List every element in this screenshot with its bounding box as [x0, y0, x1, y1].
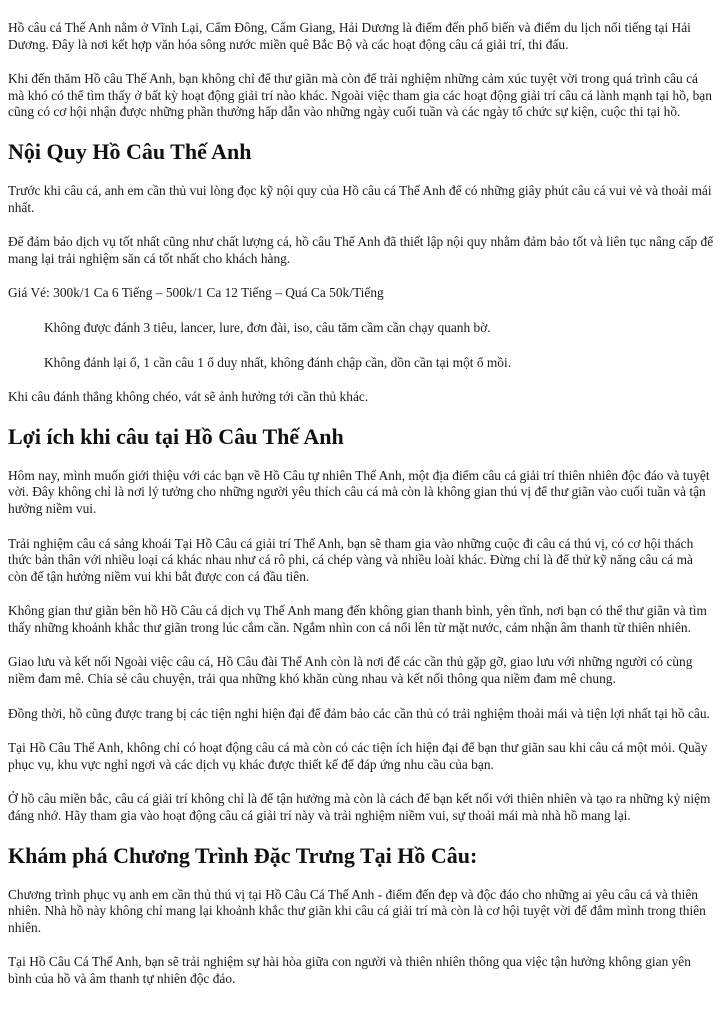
- rules-closing: Khi câu đánh thẳng không chéo, vát sẽ ảnh hưởng tới cần thủ khác.: [8, 389, 369, 405]
- benefits-paragraph: Trải nghiệm câu cá sảng khoái Tại Hồ Câu cá giải trí Thế Anh, bạn sẽ tham gia vào những cuộc đi câu cá thú vị, có cơ hội thách thức bản thân với nhiều loại cá khác nhau như cá rô phi, cá chép vàng và nhiều loài khác. Đừng chỉ là để thử kỹ năng câu cá mà còn để tận hưởng niềm vui khi bắt được con cá đầu tiên.: [8, 535, 694, 584]
- benefits-paragraph: Tại Hồ Câu Thế Anh, không chỉ có hoạt động câu cá mà còn có các tiện ích hiện đại để bạn thư giãn sau khi câu cá một mỏi. Quầy phục vụ, khu vực nghỉ ngơi và các dịch vụ khác được thiết kế để đáp ứng nhu cầu của bạn.: [8, 740, 708, 772]
- program-heading: Khám phá Chương Trình Đặc Trưng Tại Hồ Câu:: [8, 842, 478, 868]
- benefits-paragraph: Hôm nay, mình muốn giới thiệu với các bạn về Hồ Câu tự nhiên Thế Anh, một địa điểm câu cá giải trí thiên nhiên độc đáo và tuyệt vời. Đây không chỉ là nơi lý tưởng cho những người yêu thích câu cá mà còn là không gian thú vị để thư giãn vào cuối tuần và tận hưởng niềm vui.: [8, 467, 710, 516]
- rule-item: Không đánh lại ổ, 1 cần câu 1 ổ duy nhất, không đánh chập cần, dồn cần tại một ổ mồi.: [44, 354, 512, 370]
- benefits-paragraph: Ở hồ câu miền bắc, câu cá giải trí không chỉ là để tận hưởng mà còn là cách để bạn kết nối với thiên nhiên và tạo ra những kỷ niệm đáng nhớ. Hãy tham gia vào hoạt động câu cá giải trí này và trải nghiệm niềm vui, sự thoải mái mà nhà hồ mang lại.: [8, 791, 711, 824]
- rules-paragraph: Để đảm bảo dịch vụ tốt nhất cũng như chất lượng cá, hồ câu Thế Anh đã thiết lập nội quy nhằm đảm bảo tốt và liên tục nâng cấp để mang lại trải nghiệm săn cá tốt nhất cho khách hàng.: [8, 234, 714, 266]
- intro-paragraph: Hồ câu cá Thế Anh nằm ở Vĩnh Lại, Cẩm Đông, Cẩm Giang, Hải Dương là điểm đến phổ biến và điểm du lịch nổi tiếng tại Hải Dương. Đây là nơi kết hợp văn hóa sông nước miền quê Bắc Bộ và các hoạt động câu cá giải trí, thi đấu.: [8, 20, 691, 52]
- rule-item: Không được đánh 3 tiêu, lancer, lure, đơn đài, iso, câu tăm cầm cần chạy quanh bờ.: [44, 319, 491, 335]
- rules-paragraph: Trước khi câu cá, anh em cần thủ vui lòng đọc kỹ nội quy của Hồ câu cá Thế Anh để có những giây phút câu cá vui vẻ và thoải mái nhất.: [8, 182, 712, 215]
- program-paragraph: Chương trình phục vụ anh em cần thủ thú vị tại Hồ Câu Cá Thế Anh - điểm đến đẹp và độc đáo cho những ai yêu câu cá và thiên nhiên. Nhà hồ này không chỉ mang lại khoảnh khắc thư giãn khi câu cá giải trí mà còn là cơ hội tuyệt vời để đắm mình trong thiên nhiên.: [8, 886, 706, 935]
- intro-paragraph: Khi đến thăm Hồ câu Thế Anh, bạn không chỉ để thư giãn mà còn để trải nghiệm những cảm xúc tuyệt vời trong quá trình câu cá mà khó có thể tìm thấy ở bất kỳ hoạt động giải trí nào khác. Ngoài việc tham gia các hoạt động giải trí câu cá lành mạnh tại hồ, bạn cũng có cơ hội nhận được những phần thưởng hấp dẫn vào những ngày cuối tuần và các ngày tổ chức sự kiện, cuộc thi tại hồ.: [8, 71, 712, 120]
- benefits-paragraph: Đồng thời, hồ cũng được trang bị các tiện nghi hiện đại để đảm bảo các cần thủ có trải nghiệm thoải mái và tiện lợi nhất tại hồ câu.: [8, 705, 710, 721]
- program-paragraph: Tại Hồ Câu Cá Thế Anh, bạn sẽ trải nghiệm sự hài hòa giữa con người và thiên nhiên thông qua việc tận hưởng không gian yên bình của hồ và âm thanh tự nhiên độc đáo.: [8, 954, 691, 986]
- ticket-price: Giá Vé: 300k/1 Ca 6 Tiếng – 500k/1 Ca 12 Tiếng – Quá Ca 50k/Tiếng: [8, 285, 384, 301]
- rules-heading: Nội Quy Hồ Câu Thế Anh: [8, 138, 252, 164]
- benefits-paragraph: Không gian thư giãn bên hồ Hồ Câu cá dịch vụ Thế Anh mang đến không gian thanh bình, yên tĩnh, nơi bạn có thể thư giãn và tìm thấy những khoảnh khắc thư giãn trong lúc cắm cần. Ngắm nhìn con cá nổi lên từ mặt nước, cảm nhận âm thanh từ thiên nhiên.: [8, 603, 707, 635]
- benefits-heading: Lợi ích khi câu tại Hồ Câu Thế Anh: [8, 423, 344, 449]
- benefits-paragraph: Giao lưu và kết nối Ngoài việc câu cá, Hồ Câu đài Thế Anh còn là nơi để các cần thủ gặp gỡ, giao lưu với những người có cùng niềm đam mê. Chia sẻ câu chuyện, trải qua những khó khăn cùng nhau và kết nối thông qua niềm đam mê chung.: [8, 654, 693, 687]
